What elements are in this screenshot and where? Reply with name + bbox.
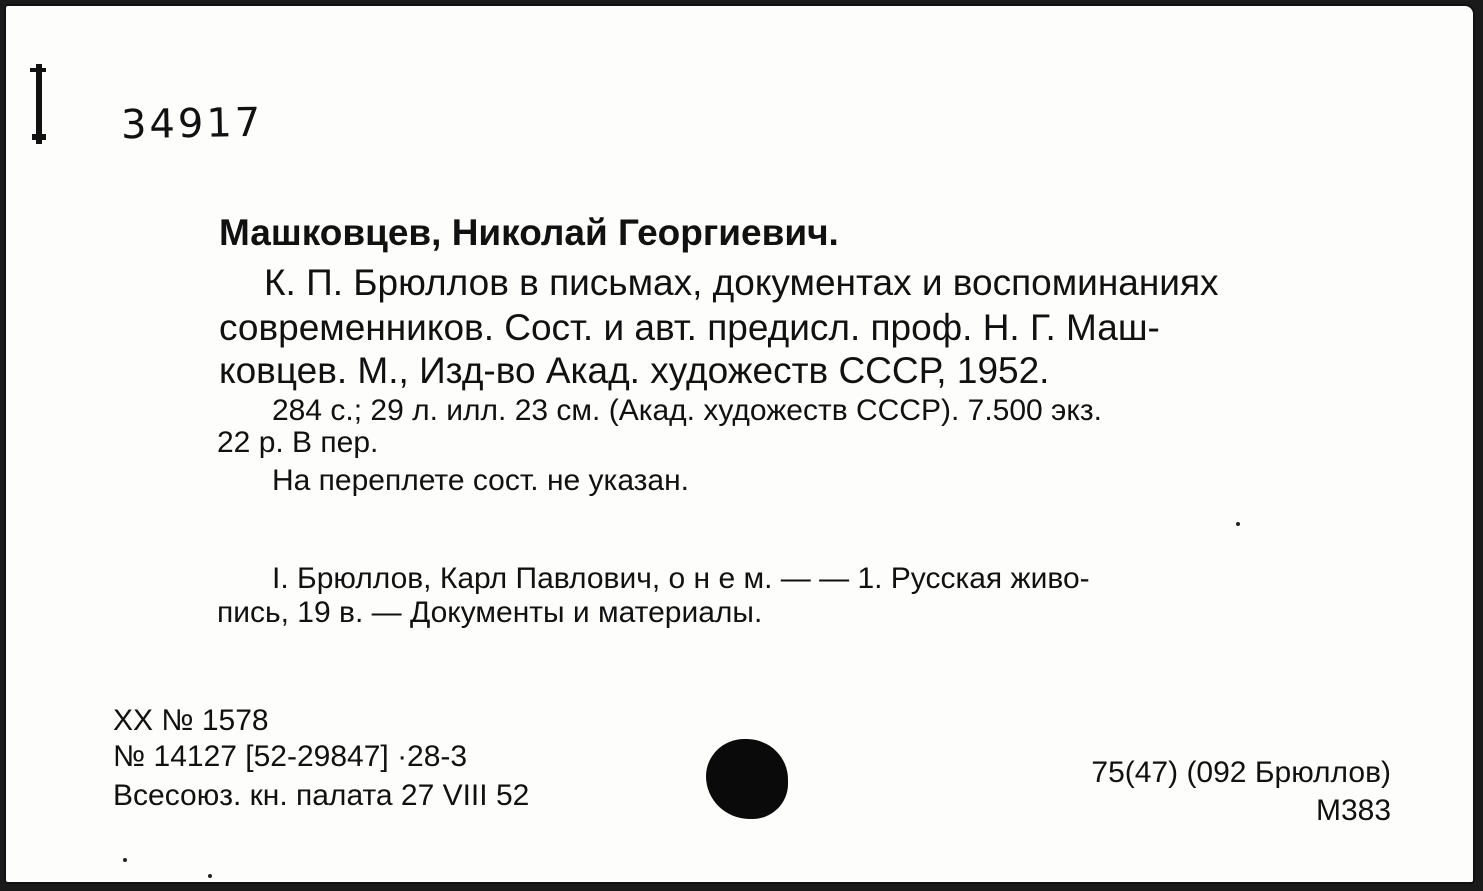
subject-line-1: I. Брюллов, Карл Павлович, о н е м. — — 1. Русская живо- <box>272 562 1090 595</box>
catalog-card <box>4 4 1475 884</box>
subject-line-2: пись, 19 в. — Документы и материалы. <box>217 596 763 629</box>
speck-dot <box>1236 522 1240 526</box>
description-line-1: 284 с.; 29 л. илл. 23 см. (Акад. художеств СССР). 7.500 экз. <box>272 394 1102 427</box>
title-line-2: современников. Сост. и авт. предисл. проф. Н. Г. Маш- <box>219 307 1160 348</box>
description-line-2: 22 р. В пер. <box>217 426 379 459</box>
ink-blot-icon <box>706 739 788 819</box>
punch-mark-icon <box>30 64 48 144</box>
author-heading: Машковцев, Николай Георгиевич. <box>219 212 839 253</box>
handwritten-number: 34917 <box>120 99 264 149</box>
title-line-1: К. П. Брюллов в письмах, документах и воспоминаниях <box>264 262 1219 303</box>
registry-line-3: Всесоюз. кн. палата 27 VIII 52 <box>113 779 530 812</box>
title-line-3: ковцев. М., Изд-во Акад. художеств СССР, 1952. <box>219 350 1050 391</box>
note-line: На переплете сост. не указан. <box>272 464 690 497</box>
registry-line-2: № 14127 [52-29847] ·28-3 <box>113 740 468 773</box>
registry-line-1: XX № 1578 <box>113 704 269 737</box>
speck-dot <box>123 858 127 862</box>
classification-index: 75(47) (092 Брюллов) <box>1091 756 1391 789</box>
speck-dot <box>208 874 212 878</box>
call-number: М383 <box>1315 794 1391 827</box>
